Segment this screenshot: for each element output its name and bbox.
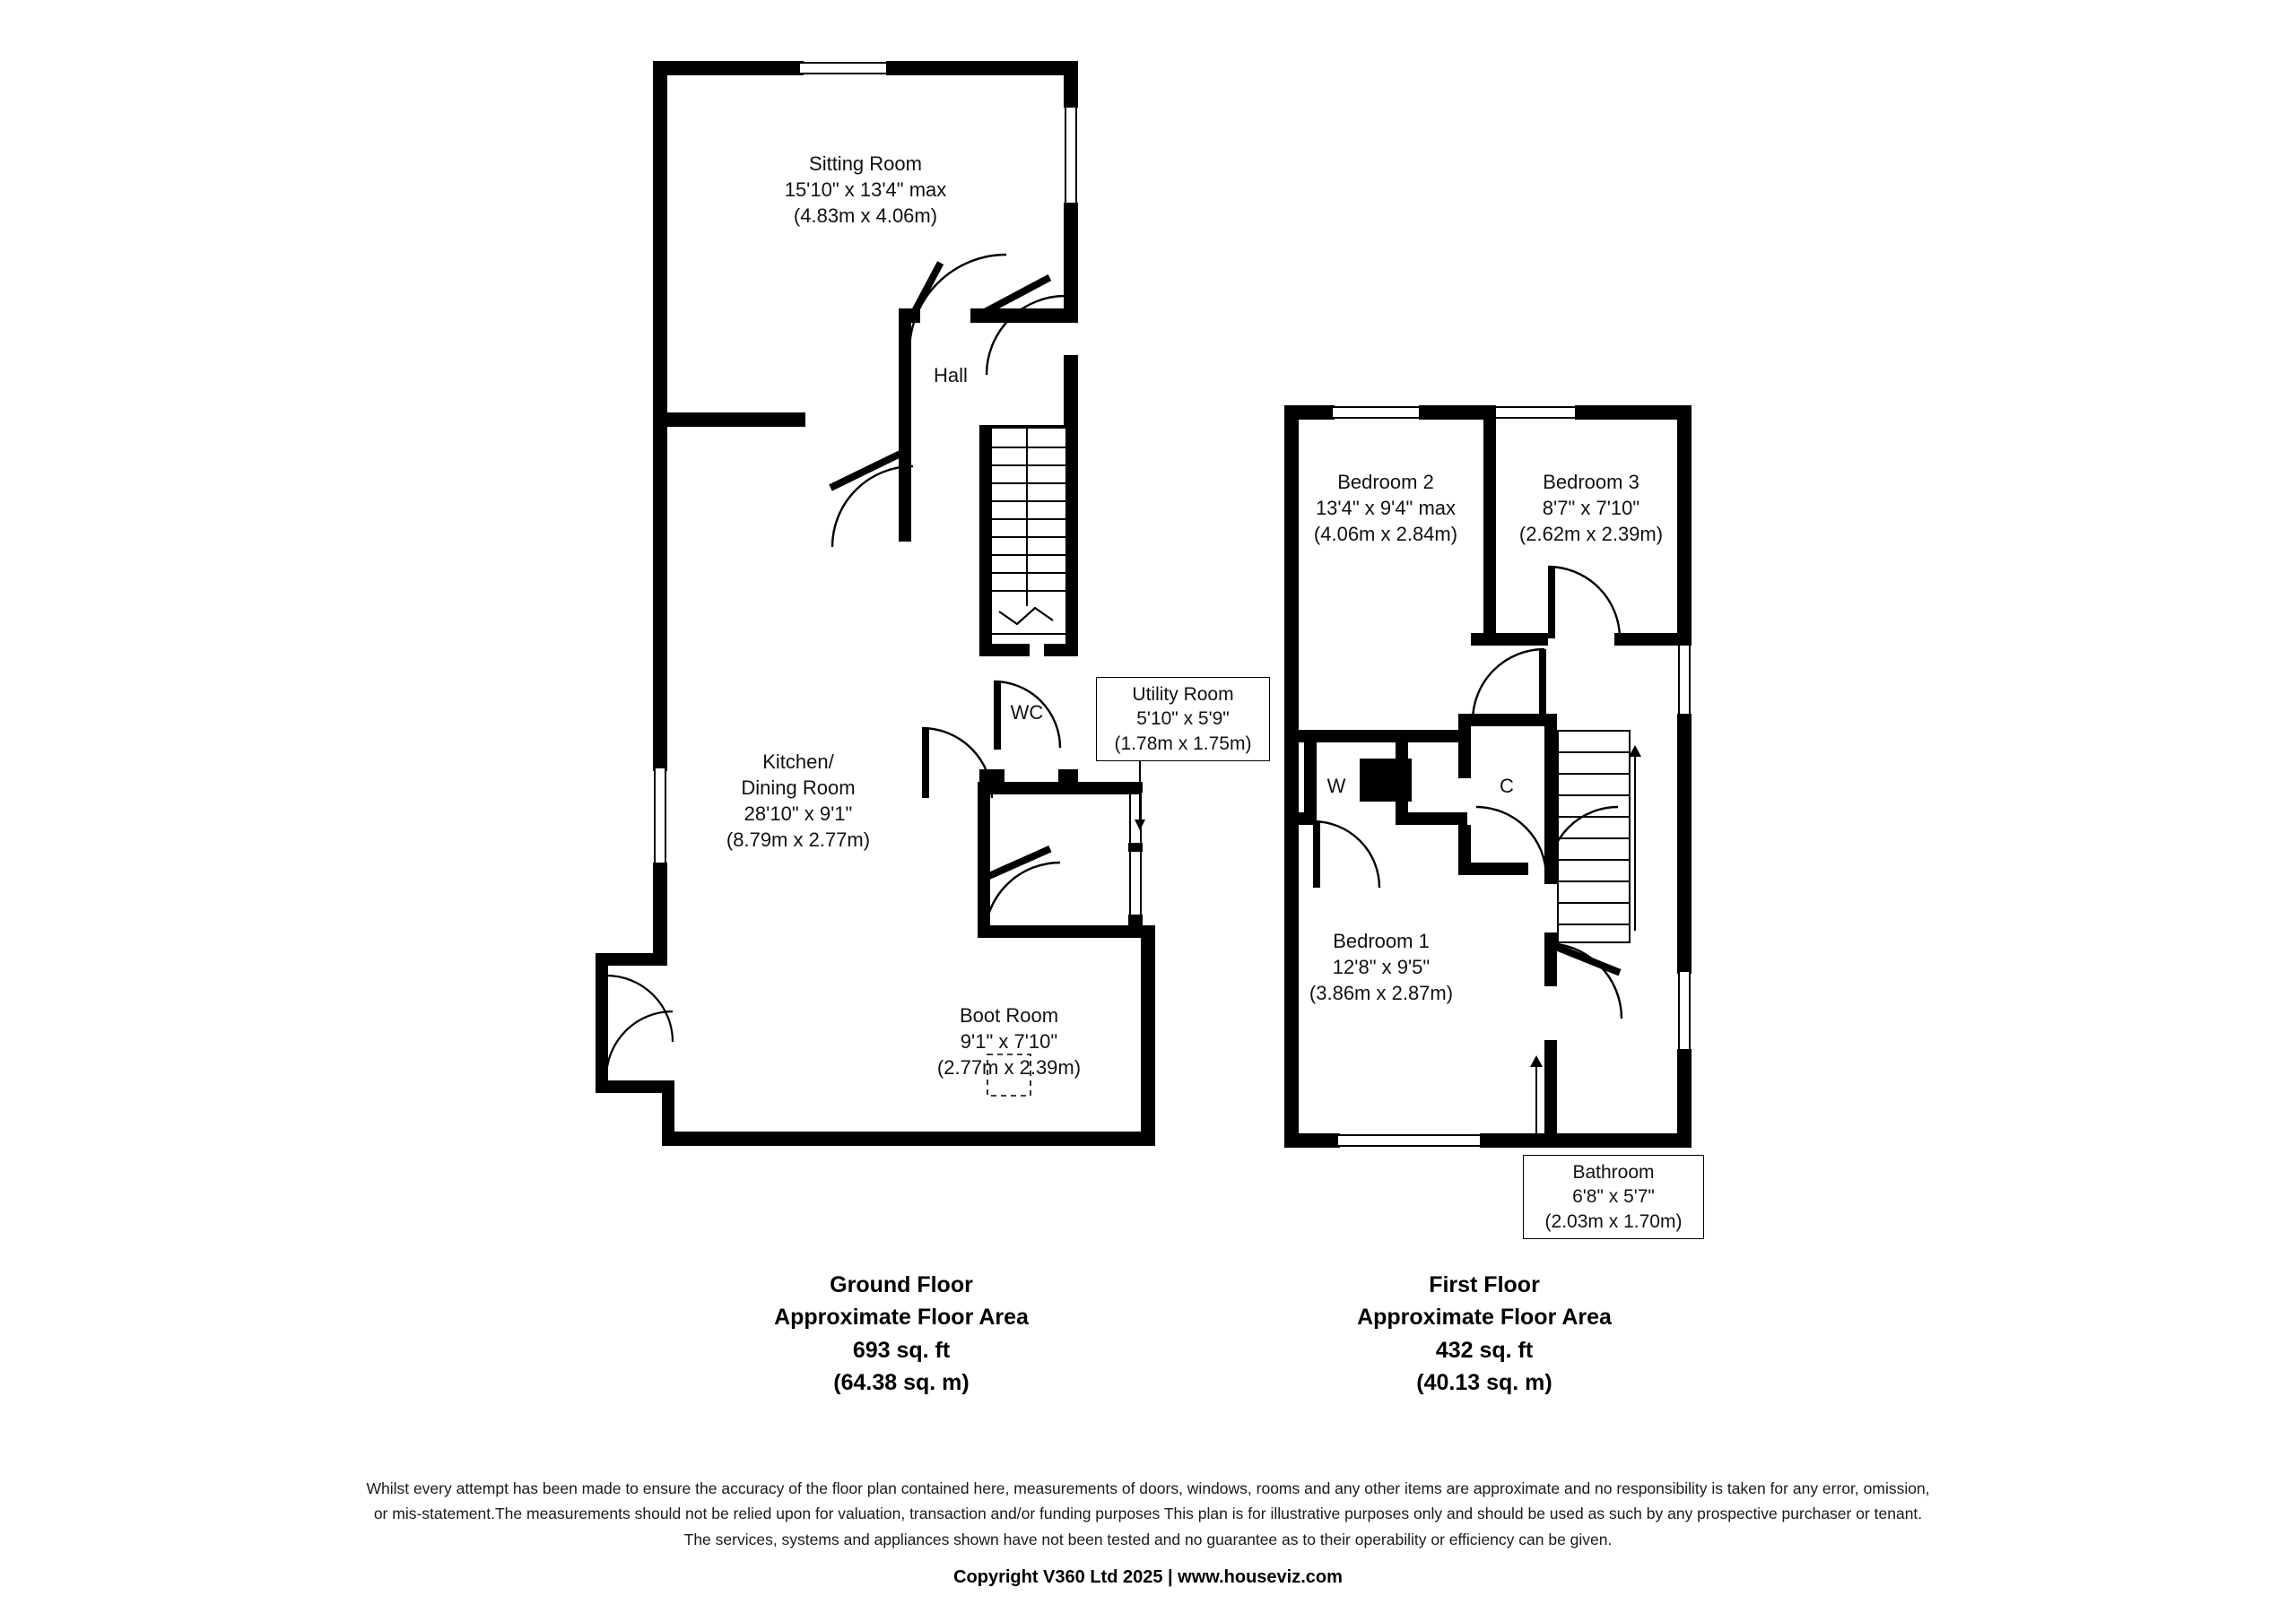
title-line-1: First Floor (1429, 1272, 1540, 1297)
stair-tread (990, 500, 1067, 502)
room-label-bedroom-2 (1274, 469, 1498, 547)
wall-segment (653, 61, 804, 75)
room-dims-imperial: 28'10" x 9'1" (744, 802, 853, 826)
ground-floor-title (691, 1269, 1112, 1399)
room-label-bathroom (1523, 1155, 1704, 1239)
room-name: Utility Room (1132, 684, 1234, 705)
room-name: C (1500, 775, 1514, 797)
title-line-4: (64.38 sq. m) (833, 1369, 970, 1395)
room-name: Boot Room (959, 1004, 1059, 1027)
wall-segment (667, 412, 805, 427)
room-dims-imperial: 13'4" x 9'4" max (1315, 497, 1457, 520)
wall-segment (1575, 405, 1692, 420)
wall-segment (1458, 714, 1471, 778)
stair-tread (990, 447, 1067, 448)
stair-tread (990, 554, 1067, 556)
door-leaf (1313, 821, 1320, 888)
wall-segment (1396, 812, 1467, 825)
title-line-2: Approximate Floor Area (774, 1305, 1029, 1331)
stair-tread (1557, 794, 1631, 796)
room-name: Bathroom (1572, 1162, 1655, 1183)
stair-tread (1557, 773, 1631, 775)
door-arc (922, 728, 994, 800)
room-label-wardrobe (1309, 773, 1363, 799)
title-line-3: 693 sq. ft (852, 1337, 951, 1363)
disclaimer-line-2: or mis-statement.The measurements should not be relied upon for valuation, transaction and/or funding purposes This plan is for illustrative purposes only and should be used as such by any prospective purchaser or tenant. (373, 1505, 1923, 1523)
window (1678, 637, 1691, 717)
disclaimer (0, 1476, 2296, 1552)
room-name: Kitchen/ (762, 750, 834, 773)
wall-segment (1128, 915, 1143, 938)
room-dims-metric: (4.06m x 2.84m) (1313, 523, 1458, 546)
room-dims-imperial: 6'8" x 5'7" (1572, 1186, 1655, 1208)
stair-tread (990, 518, 1067, 520)
stair-tread (990, 536, 1067, 538)
stair-break-marker (997, 603, 1060, 629)
stair-direction-line (1634, 751, 1636, 931)
room-dims-imperial: 8'7" x 7'10" (1542, 497, 1640, 520)
window (1336, 1134, 1483, 1147)
disclaimer-line-1: Whilst every attempt has been made to ensure the accuracy of the floor plan contained here, measurements of doors, windows, rooms and any other items are approximate and no responsibility is taken for any error, omission, (366, 1479, 1930, 1497)
wall-segment (1058, 769, 1078, 782)
room-name: WC (1010, 701, 1044, 724)
room-label-kitchen-dining (668, 749, 928, 853)
room-dims-metric: (1.78m x 1.75m) (1114, 733, 1252, 754)
title-line-3: 432 sq. ft (1435, 1337, 1534, 1363)
wall-segment (886, 61, 1078, 75)
wall-segment (979, 644, 1030, 656)
bathroom-leader-arrow (1528, 1054, 1544, 1071)
room-dims-metric: (2.77m x 2.39m) (936, 1056, 1082, 1080)
room-name: Bedroom 2 (1337, 471, 1434, 493)
title-line-2: Approximate Floor Area (1357, 1305, 1612, 1331)
room-name: Bedroom 3 (1543, 471, 1639, 493)
wall-segment (1471, 633, 1548, 646)
wall-segment (1284, 730, 1464, 742)
title-line-1: Ground Floor (830, 1272, 973, 1297)
room-label-bedroom-3 (1492, 469, 1690, 547)
disclaimer-line-3: The services, systems and appliances shown have not been tested and no guarantee as to their operability or efficiency can be given. (683, 1530, 1613, 1548)
room-name: Sitting Room (809, 152, 922, 175)
room-label-hall (897, 362, 1004, 388)
door-leaf (1548, 567, 1555, 638)
wall-segment (653, 412, 667, 771)
door-arc (1473, 649, 1546, 723)
stair-tread (990, 572, 1067, 574)
room-dims-imperial: 12'8" x 9'5" (1332, 956, 1431, 979)
room-name: Hall (934, 364, 968, 386)
stair-tread (1557, 902, 1631, 904)
window (1678, 970, 1691, 1053)
wall-segment (1677, 714, 1692, 974)
title-line-4: (40.13 sq. m) (1416, 1369, 1552, 1395)
copyright-notice: Copyright V360 Ltd 2025 | www.houseviz.com (953, 1567, 1343, 1587)
first-floor-title (1274, 1269, 1695, 1399)
wall-segment (1141, 925, 1155, 1146)
room-dims-metric: (4.83m x 4.06m) (793, 204, 938, 228)
door-arc (1548, 567, 1622, 640)
stair-tread (1557, 924, 1631, 925)
room-name: Bedroom 1 (1333, 930, 1430, 952)
wall-segment (1064, 61, 1078, 108)
window (1065, 106, 1077, 204)
room-label-boot-room (897, 1002, 1121, 1080)
window (1491, 406, 1580, 419)
stair-direction-line (1026, 427, 1028, 606)
wall-segment (653, 61, 667, 420)
door-arc (1476, 807, 1548, 879)
wardrobe-block (1360, 759, 1412, 802)
stair-tread (1557, 880, 1631, 882)
room-dims-imperial: 15'10" x 13'4" max (784, 178, 947, 202)
stair-tread (990, 590, 1067, 592)
room-dims-metric: (2.62m x 2.39m) (1518, 523, 1664, 546)
room-label-sitting-room (713, 151, 1018, 229)
wall-segment (1544, 1040, 1557, 1148)
window (654, 767, 666, 869)
room-label-utility-room (1096, 677, 1270, 761)
window (1129, 850, 1142, 918)
stair-tread (990, 464, 1067, 466)
wall-segment (978, 782, 1141, 794)
room-label-cupboard (1480, 773, 1534, 799)
wall-segment (653, 863, 667, 961)
wall-segment (1614, 633, 1692, 646)
room-dims-imperial: 5'10" x 5'9" (1136, 708, 1230, 730)
stair-tread (1557, 751, 1631, 753)
wall-segment (1284, 405, 1299, 730)
door-leaf (1539, 649, 1546, 721)
door-arc (606, 1011, 674, 1080)
wall-segment (1284, 812, 1317, 825)
window (1331, 406, 1424, 419)
room-dims-metric: (2.03m x 1.70m) (1544, 1210, 1683, 1232)
room-dims-metric: (3.86m x 2.87m) (1309, 982, 1454, 1005)
door-arc (1313, 821, 1381, 889)
room-name: W (1326, 775, 1346, 797)
door-arc (1548, 807, 1620, 879)
stair-tread (990, 482, 1067, 484)
utility-leader-arrow (1132, 814, 1150, 832)
room-label-bedroom-1 (1256, 928, 1507, 1006)
room-label-wc (978, 699, 1076, 725)
wall-segment (1480, 1133, 1692, 1148)
room-dims-metric: (8.79m x 2.77m) (726, 828, 871, 852)
window (798, 62, 891, 74)
room-name-2: Dining Room (741, 776, 856, 800)
wall-segment (1284, 1133, 1340, 1148)
wall-segment (1065, 425, 1078, 649)
stair-direction-arrow (1627, 744, 1643, 760)
room-dims-imperial: 9'1" x 7'10" (960, 1030, 1058, 1054)
wall-segment (1044, 644, 1078, 656)
wall-segment (662, 1132, 1155, 1146)
